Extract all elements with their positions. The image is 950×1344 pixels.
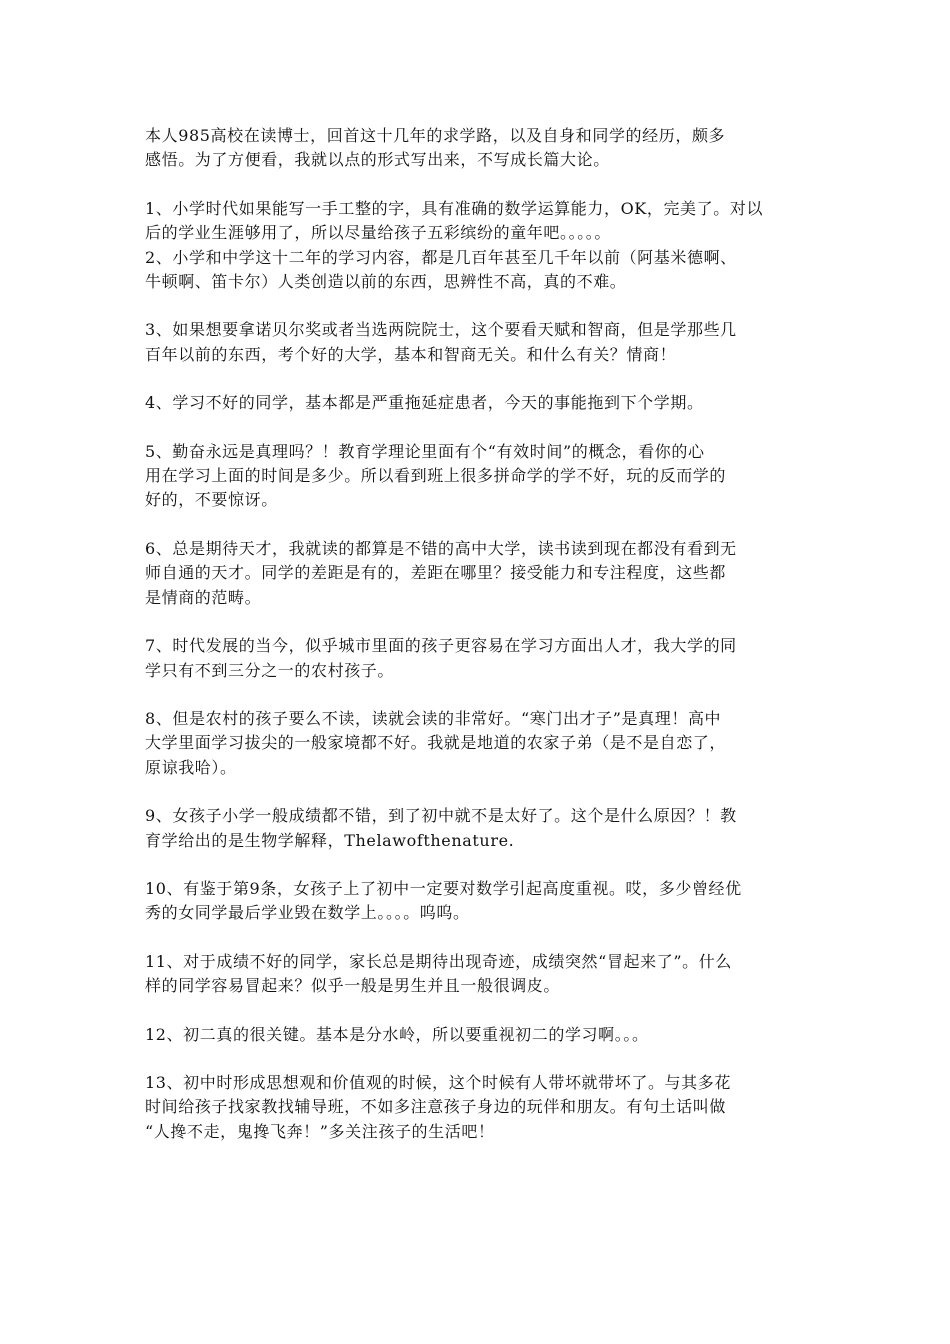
text-line: 3、如果想要拿诺贝尔奖或者当选两院院士，这个要看天赋和智商，但是学那些几: [145, 320, 737, 340]
text-line: 5、勤奋永远是真理吗？！教育学理论里面有个“有效时间”的概念，看你的心: [145, 441, 705, 461]
text-line: 13、初中时形成思想观和价值观的时候，这个时候有人带坏就带坏了。与其多花: [145, 1072, 731, 1092]
paragraph: [145, 440, 810, 513]
text-line: 师自通的天才。同学的差距是有的，差距在哪里？接受能力和专注程度，这些都: [145, 563, 727, 583]
text-line: 好的，不要惊讶。: [145, 490, 278, 510]
paragraph: [145, 1023, 810, 1047]
paragraph: [145, 391, 810, 415]
text-line: 11、对于成绩不好的同学，家长总是期待出现奇迹，成绩突然“冒起来了”。什么: [145, 951, 732, 971]
text-line: 牛顿啊、笛卡尔）人类创造以前的东西，思辨性不高，真的不难。: [145, 272, 627, 292]
text-line: 是情商的范畴。: [145, 587, 262, 607]
text-line: 7、时代发展的当今，似乎城市里面的孩子更容易在学习方面出人才，我大学的同: [145, 636, 737, 656]
document-body: [145, 124, 810, 1168]
text-line: 4、学习不好的同学，基本都是严重拖延症患者，今天的事能拖到下个学期。: [145, 393, 704, 413]
text-line: 后的学业生涯够用了，所以尽量给孩子五彩缤纷的童年吧。。。。。: [145, 223, 612, 243]
text-line: 原谅我哈）。: [145, 757, 237, 777]
text-line: “人搀不走，鬼搀飞奔！”多关注孩子的生活吧！: [145, 1121, 495, 1141]
paragraph: [145, 950, 810, 999]
text-line: 1、小学时代如果能写一手工整的字，具有准确的数学运算能力，OK，完美了。对以: [145, 198, 764, 218]
text-line: 感悟。为了方便看，我就以点的形式写出来，不写成长篇大论。: [145, 150, 610, 170]
text-line: 学只有不到三分之一的农村孩子。: [145, 660, 395, 680]
text-line: 样的同学容易冒起来？似乎一般是男生并且一般很调皮。: [145, 976, 561, 996]
paragraph: [145, 537, 810, 610]
text-line: 百年以前的东西，考个好的大学，基本和智商无关。和什么有关？情商！: [145, 344, 677, 364]
text-line: 秀的女同学最后学业毁在数学上。。。。呜呜。: [145, 903, 470, 923]
paragraph: [145, 197, 810, 246]
paragraph: [145, 707, 810, 780]
paragraph: [145, 634, 810, 683]
text-line: 育学给出的是生物学解释，Thelawofthenature.: [145, 830, 515, 850]
text-line: 用在学习上面的时间是多少。所以看到班上很多拼命学的学不好，玩的反而学的: [145, 466, 727, 486]
text-line: 2、小学和中学这十二年的学习内容，都是几百年甚至几千年以前（阿基米德啊、: [145, 247, 737, 267]
text-line: 6、总是期待天才，我就读的都算是不错的高中大学，读书读到现在都没有看到无: [145, 538, 737, 558]
paragraph: [145, 124, 810, 173]
paragraph: [145, 877, 810, 926]
text-line: 9、女孩子小学一般成绩都不错，到了初中就不是太好了。这个是什么原因？！教: [145, 806, 737, 826]
text-line: 12、初二真的很关键。基本是分水岭，所以要重视初二的学习啊。。。: [145, 1024, 649, 1044]
paragraph: [145, 246, 810, 295]
text-line: 时间给孩子找家教找辅导班，不如多注意孩子身边的玩伴和朋友。有句土话叫做: [145, 1097, 727, 1117]
text-line: 大学里面学习拔尖的一般家境都不好。我就是地道的农家子弟（是不是自恋了，: [145, 733, 727, 753]
text-line: 10、有鉴于第9条，女孩子上了初中一定要对数学引起高度重视。哎，多少曾经优: [145, 878, 742, 898]
paragraph: [145, 1071, 810, 1144]
text-line: 本人985高校在读博士，回首这十几年的求学路，以及自身和同学的经历，颇多: [145, 126, 726, 145]
paragraph: [145, 318, 810, 367]
text-line: 8、但是农村的孩子要么不读，读就会读的非常好。“寒门出才子”是真理！高中: [145, 708, 722, 728]
paragraph: [145, 804, 810, 853]
